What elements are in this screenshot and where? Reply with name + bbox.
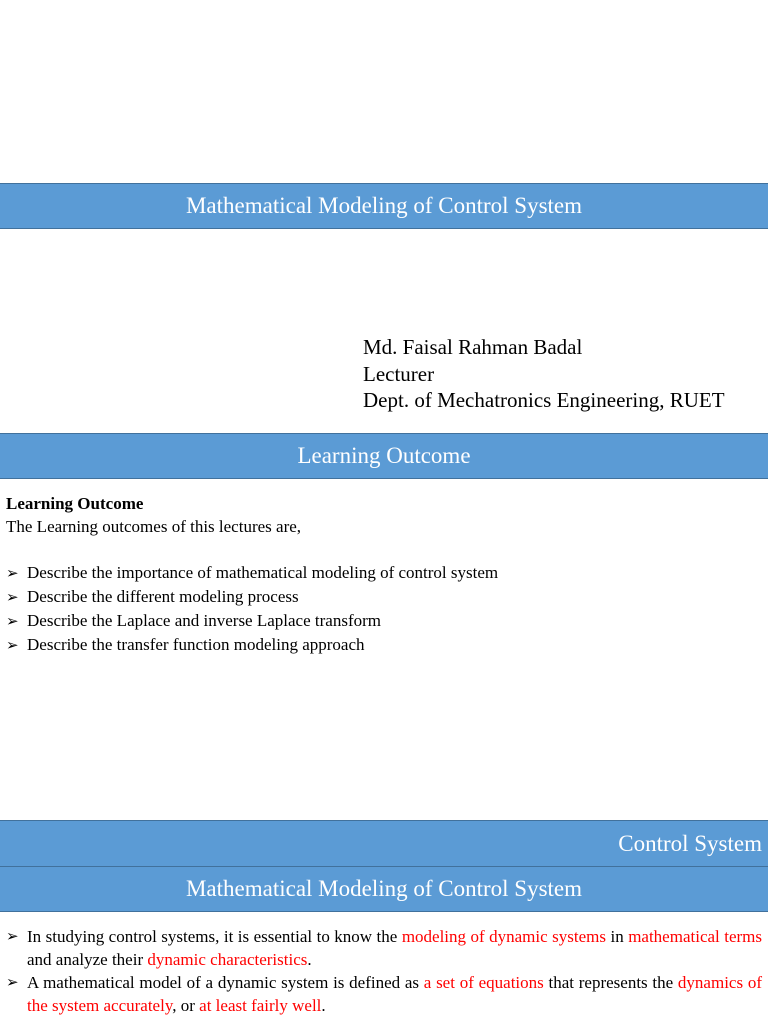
highlight-text: mathematical terms: [628, 927, 762, 946]
text-span: In studying control systems, it is essential to know the: [27, 927, 402, 946]
arrow-bullet-icon: ➢: [6, 588, 19, 606]
section-header-bar: [0, 820, 768, 867]
text-span: and analyze their: [27, 950, 148, 969]
list-item: [6, 609, 498, 633]
section-title: Control System: [618, 830, 762, 856]
slide2-title: Learning Outcome: [297, 443, 471, 468]
list-item: [6, 585, 498, 609]
author-block: [363, 334, 725, 414]
bullet-text: Describe the Laplace and inverse Laplace transform: [27, 611, 381, 630]
highlight-text: modeling of dynamic systems: [401, 927, 606, 946]
slide3-title-bar: [0, 866, 768, 912]
author-dept: Dept. of Mechatronics Engineering, RUET: [363, 388, 725, 412]
arrow-bullet-icon: ➢: [6, 973, 19, 991]
text-span: .: [321, 996, 326, 1015]
slide3-title: Mathematical Modeling of Control System: [185, 876, 583, 901]
highlight-text: dynamic characteristics: [147, 950, 308, 969]
learning-outcome-list: [6, 561, 498, 657]
text-span: that represents the: [543, 973, 678, 992]
learning-outcome-intro: The Learning outcomes of this lectures are,: [6, 517, 302, 536]
bullet-text: Describe the transfer function modeling approach: [27, 635, 365, 654]
slide1-title-bar: [0, 183, 768, 229]
list-item: [6, 561, 498, 585]
slide1-title: Mathematical Modeling of Control System: [185, 193, 583, 218]
text-span: in: [606, 927, 629, 946]
slide2-title-bar: [0, 433, 768, 479]
author-title: Lecturer: [363, 361, 435, 386]
slide3-body: [6, 925, 762, 1017]
arrow-bullet-icon: ➢: [6, 564, 19, 582]
arrow-bullet-icon: ➢: [6, 636, 19, 654]
highlight-text: a set of equations: [423, 973, 544, 992]
bullet-text: Describe the importance of mathematical modeling of control system: [27, 563, 499, 582]
highlight-text: at least fairly well: [199, 996, 322, 1015]
paragraph: [6, 925, 762, 971]
author-name: Md. Faisal Rahman Badal: [363, 335, 583, 359]
highlight-text: dynamics of the system accurately: [27, 973, 762, 1015]
learning-outcome-section: [6, 492, 498, 657]
learning-outcome-heading: Learning Outcome: [6, 494, 144, 513]
text-span: , or: [172, 996, 200, 1015]
paragraph: [6, 971, 762, 1017]
arrow-bullet-icon: ➢: [6, 927, 19, 945]
bullet-text: Describe the different modeling process: [27, 587, 299, 606]
text-span: A mathematical model of a dynamic system is defined as: [27, 973, 424, 992]
text-span: .: [307, 950, 312, 969]
list-item: [6, 633, 498, 657]
arrow-bullet-icon: ➢: [6, 612, 19, 630]
